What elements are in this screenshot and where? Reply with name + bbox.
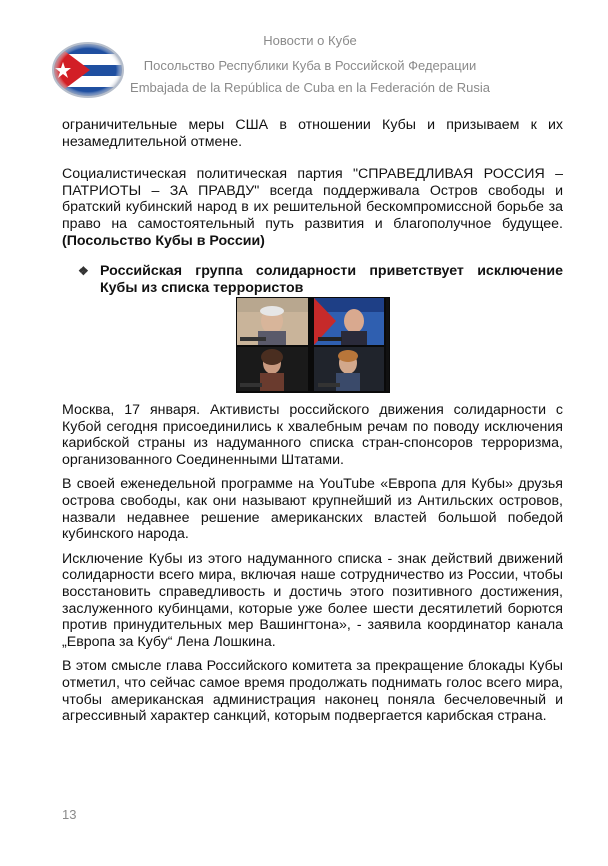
article-headline: Российская группа солидарности приветствует исключение Кубы из списка террористов: [100, 263, 563, 296]
article-paragraph-1: Москва, 17 января. Активисты российского движения солидарности с Кубой сегодня присоединились к хвалебным речам по поводу исключения карибской страны из надуманного списка стран-спонсоров терроризма, организованного Соединенными Штатами.: [62, 402, 563, 468]
article-paragraph-4: В этом смысле глава Российского комитета за прекращение блокады Кубы отметил, что сейчас самое время продолжать поднимать голос всего мира, чтобы американская администрация наконец поняла бесчеловечный и агрессивный характер санкций, которым подвергается карибская страна.: [62, 658, 563, 725]
page-number: 13: [62, 807, 77, 822]
intro-paragraph-1: ограничительные меры США в отношении Кубы и призываем к их незамедлительной отмене.: [62, 117, 563, 150]
header-title: Новости о Кубе: [263, 33, 357, 48]
intro-paragraph-2-text: Социалистическая политическая партия "СПРАВЕДЛИВАЯ РОССИЯ – ПАТРИОТЫ – ЗА ПРАВДУ" всегда поддерживала Остров свободы и братский кубинский народ в их решительной бескомпромиссной борьбе за право на самостоятельный путь развития и благополучное будущее.: [62, 166, 563, 232]
source-credit: (Посольство Кубы в России): [62, 232, 265, 249]
intro-section: [62, 117, 563, 249]
header-embassy-ru: Посольство Республики Куба в Российской Федерации: [143, 58, 477, 73]
video-conference-photo: [236, 297, 390, 393]
diamond-bullet-icon: ❖: [78, 264, 89, 278]
article-headline-block: [80, 263, 563, 296]
intro-paragraph-2: [62, 166, 563, 249]
article-paragraph-2: В своей еженедельной программе на YouTube «Европа для Кубы» друзья острова свободы, как они называют крупнейший из Антильских островов, назвали недавнее решение американских властей большой победой кубинского народа.: [62, 476, 563, 543]
article-paragraph-3: Исключение Кубы из этого надуманного списка - знак действий движений солидарности всего мира, включая наше сотрудничество из России, чтобы восстановить справедливость и достичь этого позитивного достижения, заслуженного кубинцами, которые уже более шести десятилетий борются против принудительных мер Вашингтона», - заявила координатор канала „Европа за Кубу“ Лена Лошкина.: [62, 550, 563, 650]
article-body: [62, 402, 563, 725]
cuba-flag-logo: [50, 40, 126, 100]
header-embassy-es: Embajada de la República de Cuba en la Federación de Rusia: [130, 80, 490, 95]
